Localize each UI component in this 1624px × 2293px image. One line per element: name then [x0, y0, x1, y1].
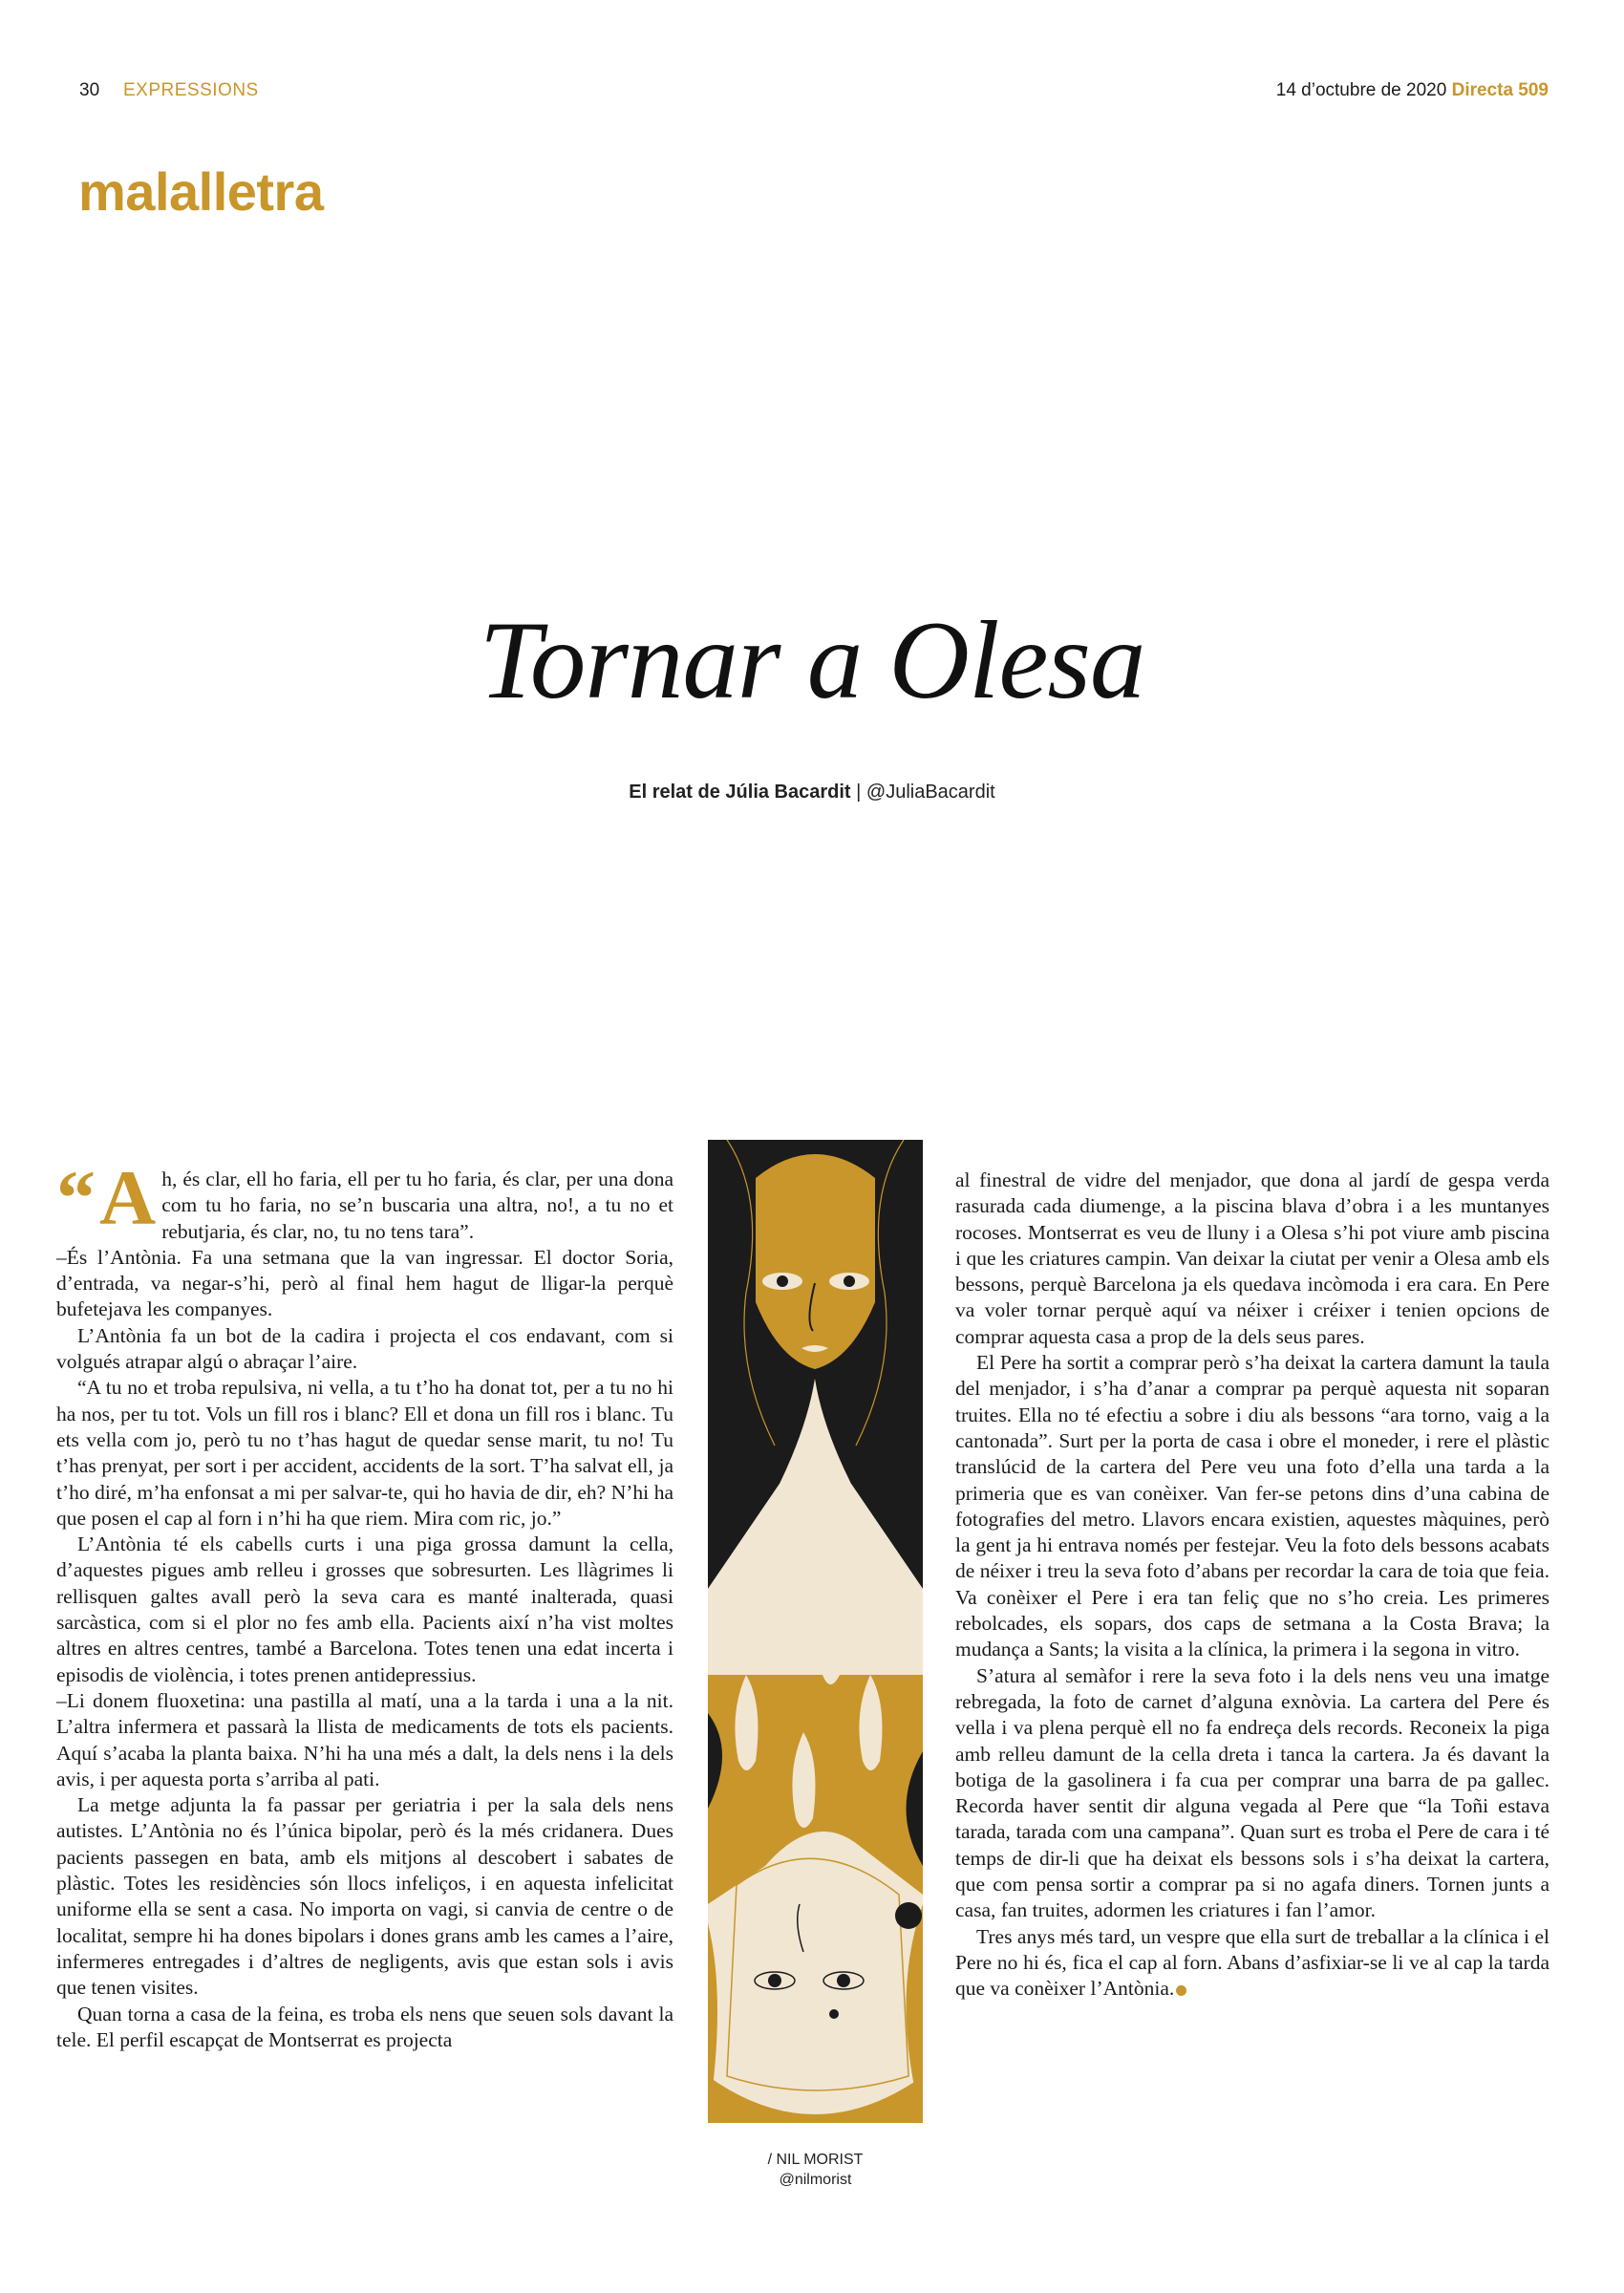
page-number: 30 [79, 80, 100, 100]
article-paragraph: Tres anys més tard, un vespre que ella surt de treballar a la clínica i el Pere no hi és, fica el cap al forn. Abans d’asfixiar-se li ve al cap la tarda que va conèixer l’Antònia. [955, 1924, 1549, 2001]
article-column-right [955, 1168, 1549, 2003]
credit-name: / NIL MORIST [767, 2152, 864, 2168]
issue-date: 14 d’octubre de 2020 [1275, 80, 1447, 100]
article-paragraph: “ A h, és clar, ell ho faria, ell per tu ho faria, és clar, per una dona com tu ho faria, no se’n buscaria una altra, no!, a tu no et rebutjaria, és clar, no, tu no tens tara”. [56, 1154, 673, 1243]
column-kicker: malalletra [78, 161, 324, 222]
publication-brand: Directa 509 [1451, 80, 1549, 100]
illustration [708, 1140, 923, 2123]
article-paragraph: “A tu no et troba repulsiva, ni vella, a tu t’ho ha donat tot, per a tu no hi ha nos, per tu tot. Vols un fill ros i blanc? Ell et dona un fill ros i blanc. Tu ets vella com jo, però tu no t’has hagut de quedar sense marit, tu no! Tu t’has prenyat, per sort i per accident, accidents de la sort. T’ha salvat ell, ja t’ho diré, m’ha enfonsat a mi per salvar-te, qui ho havia de dir, eh? N’hi ha que posen el cap al forn i n’hi ha que riem. Mira com ric, jo.” [56, 1376, 673, 1530]
end-mark [1176, 1985, 1186, 1996]
byline-separator: | [850, 782, 866, 803]
article-paragraph: L’Antònia fa un bot de la cadira i projecta el cos endavant, com si volgués atrapar algú o abraçar l’aire. [56, 1323, 673, 1374]
article-paragraph: al finestral de vidre del menjador, que dona al jardí de gespa verda rasurada cada diumenge, a la piscina blava d’obra i a les muntanyes rocoses. Montserrat es veu de lluny i a Olesa s’hi pot viure amb piscina i que les criatures campin. Van deixar la ciutat per venir a Olesa amb els bessons, perquè Barcelona ja els quedava incòmoda i era cara. En Pere va voler tornar perquè aquí va néixer i créixer i tenien opcions de comprar aquesta casa a prop de la dels seus pares. [955, 1168, 1549, 1348]
article-paragraph: El Pere ha sortit a comprar però s’ha deixat la cartera damunt la taula del menjador, i s’ha d’anar a comprar pa perquè aquesta nit soparan truites. Ella no té efectiu a sobre i diu als bessons “ara torno, vaig a la cantonada”. Surt per la porta de casa i obre el moneder, i rere el plàstic translúcid de la cartera del Pere veu una foto d’ella una tarda a la primeria que es van conèixer. Van fer-se petons dins d’una cabina de fotografies del metro. Llavors encara existien, aquestes màquines, però la gent ja hi entrava només per festejar. Veu la foto dels bessons acabats de néixer i treu la seva foto d’abans per recordar la cara de toia que feia. Va conèixer el Pere i era tan feliç que no s’ho creia. Les primeres rebolcades, els sopars, dos caps de setmana a la Costa Brava; la mudança a Sants; la visita a la clínica, la primera i la segona in vitro. [955, 1351, 1549, 1661]
section-label: EXPRESSIONS [123, 80, 259, 100]
article-title: Tornar a Olesa [479, 599, 1145, 722]
illustration-credit [708, 2150, 923, 2190]
byline [0, 782, 1624, 804]
article-paragraph: S’atura al semàfor i rere la seva foto i la dels nens veu una imatge rebregada, la foto de carnet d’alguna exnòvia. La cartera del Pere és vella i va plena perquè ell no fa endreça dels records. Reconeix la piga amb relleu damunt de la cella dreta i tanca la cartera. Ja és davant la botiga de la gasolinera i fa cua per comprar una barra de pa gallec. Recorda haver sentit dir alguna vegada al Pere que “la Toñi estava tarada, tarada com una campana”. Quan surt es troba el Pere de cara i té temps de dir-li que ha deixat els bessons sols i s’ha deixat la cartera, que com pensa sortir a comprar pa si no agafa diners. Tornen junts a casa, fan truites, adormen les criatures i fan l’amor. [955, 1663, 1549, 1922]
dropcap-quote: “ [56, 1154, 96, 1241]
article-paragraph: La metge adjunta la fa passar per geriatria i per la sala dels nens autistes. L’Antònia no és l’única bipolar, però és la més cridanera. Dues pacients passegen en bata, amb els mitjons al descobert i sabates de plàstic. Totes les residències són llocs infeliços, i en aquesta infelicitat uniforme ella se sent a casa. No importa on vagi, si canvia de centre o de localitat, sempre hi ha dones bipolars i dones grans amb les cames a l’aire, infermeres entregades i d’altres de negligents, avis que estan sols i avis que tenen visites. [56, 1793, 673, 2000]
page-header [79, 80, 1549, 103]
article-paragraph: –Li donem fluoxetina: una pastilla al matí, una a la tarda i una a la nit. L’altra infermera et passarà la llista de medicaments de tots els pacients. Aquí s’acaba la planta baixa. N’hi ha una més a dalt, la dels nens i la dels avis, i per aquesta porta s’arriba al pati. [56, 1688, 673, 1790]
article-paragraph: L’Antònia té els cabells curts i una piga grossa damunt la cella, d’aquestes pigues amb relleu i grosses que sobresurten. Les llàgrimes li rellisquen galtes avall però la seva cara es manté inalterada, quasi sarcàstica, com si el plor no fes amb ella. Pacients així n’ha vist moltes altres en altres centres, també a Barcelona. Totes tenen una edat incerta i episodis de violència, i totes prenen antidepressius. [56, 1532, 673, 1686]
issue-info [1276, 80, 1549, 101]
byline-handle: @JuliaBacardit [865, 782, 995, 803]
dropcap-letter: A [99, 1154, 157, 1241]
byline-author: El relat de Júlia Bacardit [629, 782, 851, 803]
article-column-left [56, 1154, 673, 2053]
article-paragraph: Quan torna a casa de la feina, es troba els nens que seuen sols davant la tele. El perfil escapçat de Montserrat es projecta [56, 2002, 673, 2051]
article-paragraph: –És l’Antònia. Fa una setmana que la van ingressar. El doctor Soria, d’entrada, va negar-s’hi, però al final hem hagut de lligar-la perquè bufetejava les companyes. [56, 1245, 673, 1321]
credit-handle: @nilmorist [779, 2172, 852, 2188]
